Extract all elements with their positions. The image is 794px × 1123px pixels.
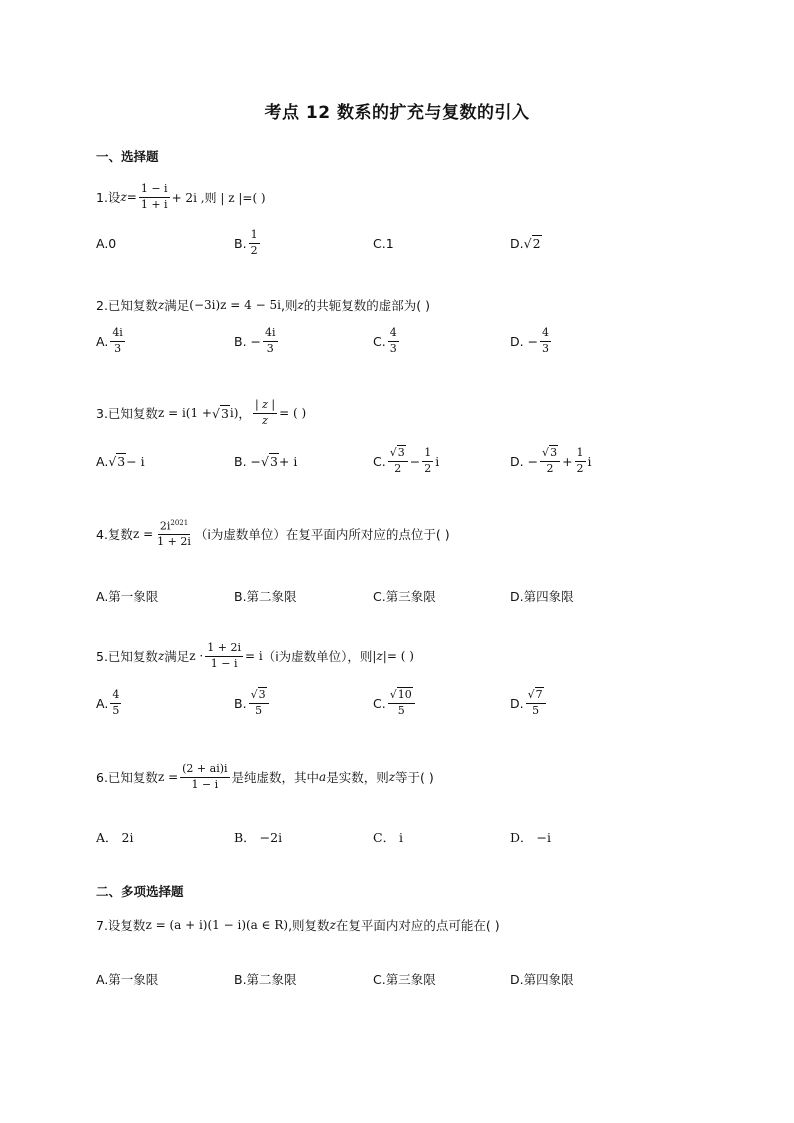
- option-d: D. − $\frac{4}{3}$: [510, 325, 550, 355]
- option-c: C.第三象限: [373, 589, 436, 604]
- option-a: A. $\frac{4i}{3}$: [96, 325, 123, 355]
- option-d: D.第四象限: [510, 972, 574, 987]
- question-7-options: [96, 962, 656, 996]
- option-a: A． 2i: [96, 830, 134, 845]
- option-c: C.1: [373, 235, 394, 251]
- option-c: C. $\frac{4}{3}$: [373, 325, 397, 355]
- question-5: 5.已知复数 z 满足 z · $\frac{1 + 2i}{1 - i}$ = i （i为虚数单位），则 |z| = ( ): [96, 640, 414, 670]
- option-b: B. $\frac{√3}{5}$: [234, 686, 271, 720]
- question-4: 4.复数 z = $\frac{2i^{2021}}{1 + 2i}$ （i为虚数单位）在复平面内所对应的点位于( ): [96, 519, 450, 549]
- question-3-options: [96, 444, 656, 478]
- question-6: 6.已知复数 z = $\frac{(2 + ai)i}{1 - i}$ 是纯虚数，其中 a 是实数，则 z 等于( ): [96, 761, 434, 791]
- question-5-options: [96, 686, 656, 720]
- question-6-options: [96, 820, 656, 854]
- question-1: 1.设 z = $\frac{1 - i}{1 + i}$ + 2i ,则 | z |=( ): [96, 181, 266, 211]
- option-b: B.第二象限: [234, 589, 297, 604]
- option-b: B. − √3 + i: [234, 453, 298, 469]
- option-b: B. $\frac{1}{2}$: [234, 227, 258, 257]
- option-d: D. √2: [510, 235, 541, 251]
- option-b: B． −2i: [234, 830, 283, 845]
- option-a: A.第一象限: [96, 589, 159, 604]
- question-2-options: [96, 324, 656, 358]
- option-a: A. $\frac{4}{5}$: [96, 687, 120, 717]
- question-2: 2.已知复数 z 满足 (−3i)z = 4 − 5i ,则 z 的共轭复数的虚部为( ): [96, 298, 431, 313]
- option-d: D. $\frac{√7}{5}$: [510, 686, 548, 720]
- option-c: C.第三象限: [373, 972, 436, 987]
- option-a: A.第一象限: [96, 972, 159, 987]
- option-c: C． i: [373, 830, 404, 845]
- question-1-options: [96, 226, 656, 260]
- option-d: D.第四象限: [510, 589, 574, 604]
- question-3: 3.已知复数 z = i(1 + √3 i) ， $\frac{| z |}{z}$ = ( ): [96, 397, 307, 427]
- option-d: D． −i: [510, 830, 551, 845]
- section-heading-single-choice: 一、选择题: [96, 149, 159, 164]
- option-c: C. $\frac{√10}{5}$: [373, 686, 417, 720]
- option-b: B. − $\frac{4i}{3}$: [234, 325, 276, 355]
- option-b: B.第二象限: [234, 972, 297, 987]
- question-7: 7.设复数 z = (a + i)(1 − i)(a ∈ R) ,则复数 z 在复平面内对应的点可能在( ): [96, 918, 500, 933]
- option-a: A.0: [96, 235, 117, 251]
- question-4-options: [96, 579, 656, 613]
- option-c: C. $\frac{√3}{2}$ − $\frac{1}{2}$ i: [373, 445, 440, 475]
- section-heading-multiple-choice: 二、多项选择题: [96, 884, 184, 899]
- fraction: $\frac{1 - i}{1 + i}$: [140, 181, 168, 211]
- option-d: D. − $\frac{√3}{2}$ + $\frac{1}{2}$ i: [510, 445, 592, 475]
- page-title: 考点 12 数系的扩充与复数的引入: [264, 103, 530, 123]
- option-a: A. √3 − i: [96, 453, 145, 469]
